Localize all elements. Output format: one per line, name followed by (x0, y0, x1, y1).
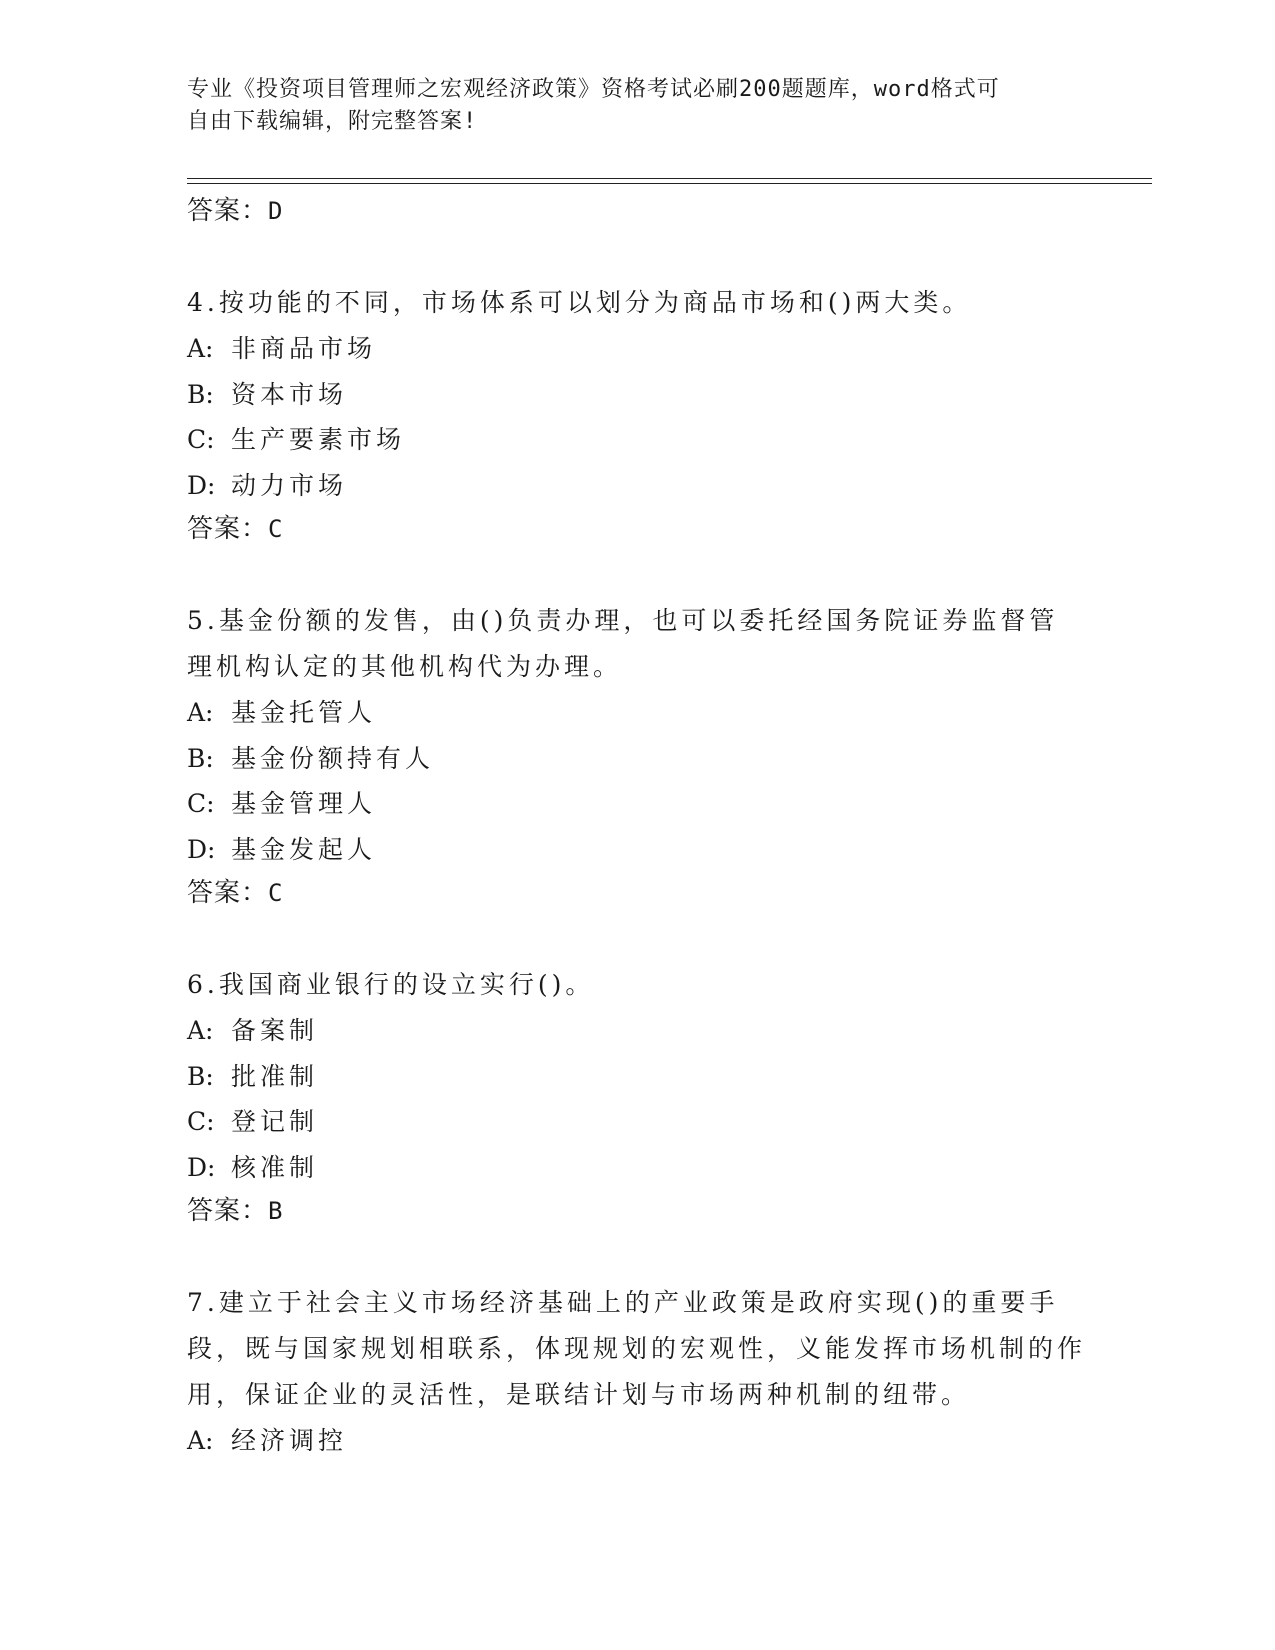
option-label: B: (187, 379, 214, 409)
answer-line (187, 1190, 1087, 1232)
option-label: A: (187, 1426, 214, 1455)
option-b (187, 372, 1087, 418)
option-d (187, 1145, 1087, 1191)
question-list (187, 190, 1087, 1464)
question-text: 5.基金份额的发售，由()负责办理，也可以委托经国务院证券监督管理机构认定的其他机构代为办理。 (187, 606, 1059, 681)
answer-line (187, 508, 1087, 550)
option-label: D: (187, 470, 216, 500)
question-text: 7.建立于社会主义市场经济基础上的产业政策是政府实现()的重要手段，既与国家规划相联系，体现规划的宏观性，义能发挥市场机制的作用，保证企业的灵活性，是联结计划与市场两种机制的纽带。 (187, 1288, 1087, 1409)
option-text: 备案制 (231, 1016, 319, 1045)
header-line-2: 自由下载编辑，附完整答案! (187, 109, 478, 134)
option-c (187, 781, 1087, 827)
option-text: 生产要素市场 (231, 425, 406, 454)
answer-label: 答案： (187, 196, 269, 226)
question-item (187, 1280, 1087, 1464)
option-label: C: (187, 1107, 215, 1136)
option-text: 基金管理人 (231, 789, 377, 818)
question-item (187, 598, 1087, 914)
option-b (187, 1054, 1087, 1100)
option-text: 核准制 (231, 1152, 319, 1182)
option-text: 非商品市场 (231, 334, 377, 363)
option-d (187, 463, 1087, 509)
answer-label: 答案： (187, 1196, 269, 1226)
option-label: C: (187, 425, 215, 454)
option-text: 经济调控 (231, 1426, 348, 1455)
answer-line (187, 872, 1087, 914)
header-line-1: 专业《投资项目管理师之宏观经济政策》资格考试必刷200题题库，word格式可 (187, 77, 1000, 102)
option-a (187, 690, 1087, 736)
option-a (187, 1008, 1087, 1054)
answer-value: C (268, 515, 284, 543)
option-label: D: (187, 1152, 216, 1182)
answer-value: C (268, 879, 284, 907)
option-label: D: (187, 834, 216, 864)
answer-label: 答案： (187, 878, 269, 908)
option-text: 基金份额持有人 (231, 743, 435, 773)
question-item (187, 280, 1087, 550)
answer-value: B (268, 1197, 284, 1225)
answer-label: 答案： (187, 514, 269, 544)
option-label: A: (187, 1016, 214, 1045)
answer-value: D (268, 197, 284, 225)
option-text: 登记制 (231, 1107, 319, 1136)
document-header (187, 74, 1067, 138)
header-divider-top (187, 178, 1152, 179)
question-item (187, 962, 1087, 1232)
option-text: 基金发起人 (231, 834, 377, 864)
option-label: C: (187, 789, 215, 818)
answer-line (187, 190, 1087, 232)
option-a (187, 1418, 1087, 1464)
option-text: 资本市场 (231, 379, 348, 409)
option-label: A: (187, 698, 214, 727)
question-text: 4.按功能的不同，市场体系可以划分为商品市场和()两大类。 (187, 288, 972, 317)
option-d (187, 827, 1087, 873)
option-a (187, 326, 1087, 372)
option-label: A: (187, 334, 214, 363)
question-text: 6.我国商业银行的设立实行()。 (187, 970, 595, 999)
header-divider-bottom (187, 183, 1152, 184)
option-text: 动力市场 (231, 470, 348, 500)
option-label: B: (187, 1061, 214, 1091)
option-text: 批准制 (231, 1061, 319, 1091)
option-c (187, 417, 1087, 463)
option-label: B: (187, 743, 214, 773)
option-b (187, 736, 1087, 782)
option-c (187, 1099, 1087, 1145)
option-text: 基金托管人 (231, 698, 377, 727)
